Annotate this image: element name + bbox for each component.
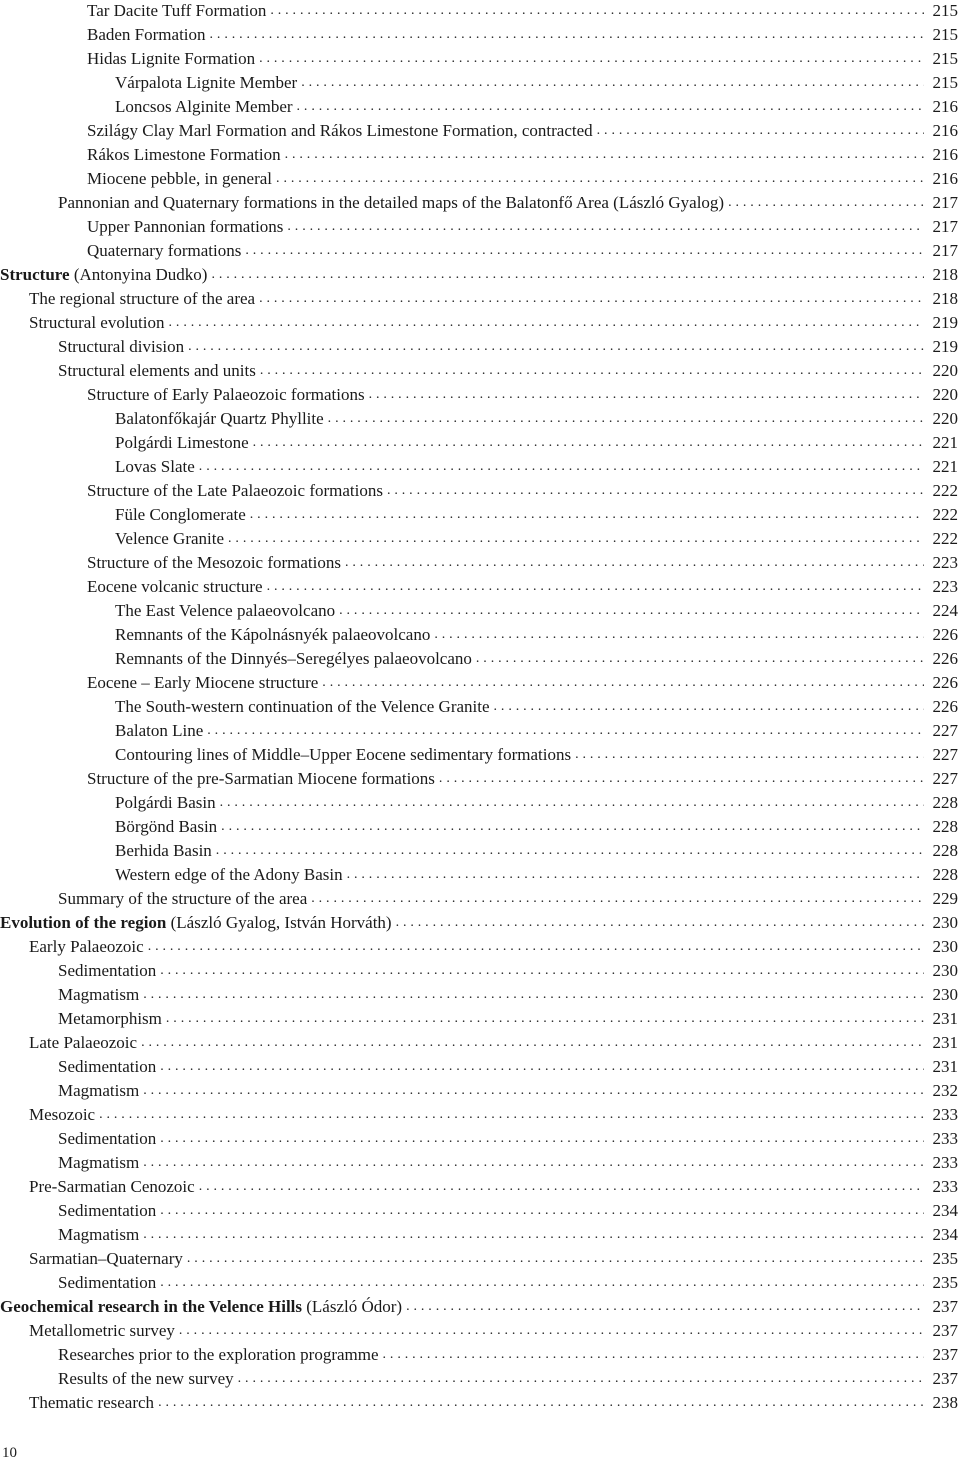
- toc-entry-title: Structural elements and units: [58, 361, 256, 380]
- toc-entry: [0, 263, 960, 287]
- toc-entry: [0, 23, 960, 47]
- toc-section-authors: (Antonyina Dudko): [69, 265, 208, 284]
- dot-leader: [259, 287, 924, 311]
- toc-section-heading: Structure: [0, 265, 70, 284]
- toc-page-number: 226: [932, 649, 958, 668]
- toc-page-number: 237: [932, 1321, 958, 1340]
- dot-leader: [211, 263, 924, 287]
- toc-entry: [0, 719, 960, 743]
- dot-leader: [160, 1055, 924, 1079]
- toc-entry-title: [0, 263, 207, 287]
- toc-page-number: 217: [932, 217, 958, 236]
- toc-entry-title: Contouring lines of Middle–Upper Eocene sedimentary formations: [115, 745, 572, 764]
- toc-page-number: 220: [932, 361, 958, 380]
- dot-leader: [575, 743, 924, 767]
- dot-leader: [276, 167, 924, 191]
- toc-entry-title: Structural evolution: [29, 313, 165, 332]
- toc-entry-title: Remnants of the Dinnyés–Seregélyes palaeovolcano: [115, 649, 472, 668]
- toc-entry-title: Pannonian and Quaternary formations in the detailed maps of the Balatonfő Area (László Gyalog): [58, 193, 725, 212]
- toc-entry: [0, 167, 960, 191]
- toc-entry-title: Summary of the structure of the area: [58, 889, 308, 908]
- toc-page-number: 216: [932, 121, 958, 140]
- dot-leader: [245, 239, 924, 263]
- dot-leader: [387, 479, 924, 503]
- dot-leader: [143, 1223, 924, 1247]
- toc-page-number: 215: [932, 73, 958, 92]
- dot-leader: [597, 119, 924, 143]
- toc-entry-title: Structure of the pre-Sarmatian Miocene formations: [87, 769, 435, 788]
- toc-entry-title: Structural division: [58, 337, 185, 356]
- toc-page-number: 222: [932, 505, 958, 524]
- toc-page-number: 227: [932, 721, 958, 740]
- toc-entry: [0, 311, 960, 335]
- toc-entry: [0, 1223, 960, 1247]
- toc-page-number: 223: [932, 577, 958, 596]
- dot-leader: [160, 1127, 924, 1151]
- toc-entry-title: Magmatism: [58, 1081, 140, 1100]
- dot-leader: [369, 383, 924, 407]
- toc-entry: [0, 407, 960, 431]
- dot-leader: [267, 575, 924, 599]
- toc-entry: [0, 695, 960, 719]
- toc-entry: [0, 647, 960, 671]
- toc-entry: [0, 527, 960, 551]
- toc-page-number: 233: [932, 1153, 958, 1172]
- toc-page-number: 215: [932, 49, 958, 68]
- toc-page-number: 234: [932, 1201, 958, 1220]
- toc-page-number: 233: [932, 1105, 958, 1124]
- toc-section-heading: Evolution of the region: [0, 913, 167, 932]
- toc-entry-title: Füle Conglomerate: [115, 505, 246, 524]
- toc-entry: [0, 0, 960, 23]
- toc-entry-title: Berhida Basin: [115, 841, 212, 860]
- toc-entry: [0, 1175, 960, 1199]
- toc-entry: [0, 599, 960, 623]
- dot-leader: [260, 359, 924, 383]
- toc-entry: [0, 239, 960, 263]
- dot-leader: [439, 767, 924, 791]
- toc-page-number: 228: [932, 793, 958, 812]
- toc-entry-title: Várpalota Lignite Member: [115, 73, 298, 92]
- toc-page-number: 219: [932, 313, 958, 332]
- dot-leader: [199, 1175, 924, 1199]
- toc-entry-title: Polgárdi Limestone: [115, 433, 249, 452]
- toc-entry: [0, 935, 960, 959]
- toc-page-number: 226: [932, 697, 958, 716]
- toc-entry: [0, 1199, 960, 1223]
- dot-leader: [187, 1247, 924, 1271]
- toc-entry-title: Metamorphism: [58, 1009, 162, 1028]
- toc-page-number: 237: [932, 1345, 958, 1364]
- toc-entry: [0, 911, 960, 935]
- toc-entry: [0, 575, 960, 599]
- toc-entry: [0, 1103, 960, 1127]
- toc-page-number: 233: [932, 1177, 958, 1196]
- dot-leader: [158, 1391, 924, 1415]
- toc-entry-title: Magmatism: [58, 1153, 140, 1172]
- dot-leader: [476, 647, 924, 671]
- dot-leader: [143, 1079, 924, 1103]
- dot-leader: [322, 671, 924, 695]
- dot-leader: [99, 1103, 924, 1127]
- dot-leader: [160, 959, 924, 983]
- toc-entry: [0, 191, 960, 215]
- toc-page-number: 237: [932, 1369, 958, 1388]
- toc-entry-title: Sedimentation: [58, 1273, 157, 1292]
- toc-entry: [0, 215, 960, 239]
- toc-entry: [0, 1151, 960, 1175]
- toc-entry-title: Miocene pebble, in general: [87, 169, 273, 188]
- dot-leader: [141, 1031, 924, 1055]
- dot-leader: [160, 1271, 924, 1295]
- toc-page-number: 222: [932, 481, 958, 500]
- toc-entry: [0, 503, 960, 527]
- toc-entry-title: Velence Granite: [115, 529, 225, 548]
- toc-entry: [0, 119, 960, 143]
- dot-leader: [250, 503, 924, 527]
- toc-entry: [0, 1391, 960, 1415]
- dot-leader: [287, 215, 924, 239]
- toc-page-number: 230: [932, 913, 958, 932]
- toc-entry-title: Structure of the Mesozoic formations: [87, 553, 341, 572]
- toc-page-number: 215: [932, 25, 958, 44]
- dot-leader: [347, 863, 924, 887]
- toc-entry-title: The East Velence palaeovolcano: [115, 601, 336, 620]
- toc-page-number: 216: [932, 145, 958, 164]
- toc-entry: [0, 71, 960, 95]
- dot-leader: [148, 935, 924, 959]
- dot-leader: [210, 23, 924, 47]
- toc-entry: [0, 1055, 960, 1079]
- toc-entry-title: Remnants of the Kápolnásnyék palaeovolcano: [115, 625, 431, 644]
- dot-leader: [238, 1367, 924, 1391]
- toc-entry-title: Balatonfőkajár Quartz Phyllite: [115, 409, 324, 428]
- toc-entry: [0, 959, 960, 983]
- toc-entry: [0, 1271, 960, 1295]
- dot-leader: [207, 719, 924, 743]
- toc-entry: [0, 1367, 960, 1391]
- toc-entry-title: Rákos Limestone Formation: [87, 145, 281, 164]
- dot-leader: [434, 623, 924, 647]
- toc-page-number: 217: [932, 193, 958, 212]
- toc-entry: [0, 767, 960, 791]
- toc-entry: [0, 1319, 960, 1343]
- toc-entry: [0, 791, 960, 815]
- dot-leader: [169, 311, 924, 335]
- toc-entry-title: Baden Formation: [87, 25, 206, 44]
- dot-leader: [396, 911, 924, 935]
- toc-page-number: 235: [932, 1249, 958, 1268]
- toc-page-number: 227: [932, 745, 958, 764]
- toc-entry: [0, 1007, 960, 1031]
- toc-entry: [0, 455, 960, 479]
- toc-entry-title: Late Palaeozoic: [29, 1033, 138, 1052]
- toc-page-number: 230: [932, 985, 958, 1004]
- toc-page-number: 226: [932, 625, 958, 644]
- toc-page-number: 220: [932, 409, 958, 428]
- toc-page-number: 231: [932, 1009, 958, 1028]
- dot-leader: [339, 599, 924, 623]
- toc-page-number: 226: [932, 673, 958, 692]
- toc-entry-title: Polgárdi Basin: [115, 793, 216, 812]
- toc-entry: [0, 1079, 960, 1103]
- toc-entry: [0, 1343, 960, 1367]
- toc-page-number: 231: [932, 1057, 958, 1076]
- toc-page-number: 231: [932, 1033, 958, 1052]
- toc-entry-title: Szilágy Clay Marl Formation and Rákos Limestone Formation, contracted: [87, 121, 593, 140]
- toc-entry-title: The regional structure of the area: [29, 289, 256, 308]
- toc-entry-title: [0, 1295, 402, 1319]
- toc-entry-title: Thematic research: [29, 1393, 155, 1412]
- toc-entry-title: Magmatism: [58, 1225, 140, 1244]
- toc-entry-title: Magmatism: [58, 985, 140, 1004]
- toc-entry: [0, 743, 960, 767]
- toc-page-number: 230: [932, 937, 958, 956]
- dot-leader: [728, 191, 924, 215]
- dot-leader: [216, 839, 924, 863]
- toc-entry-title: Sedimentation: [58, 1129, 157, 1148]
- toc-entry-title: Börgönd Basin: [115, 817, 218, 836]
- toc-page-number: 237: [932, 1297, 958, 1316]
- toc-page-number: 220: [932, 385, 958, 404]
- toc-page-number: 229: [932, 889, 958, 908]
- dot-leader: [285, 143, 924, 167]
- toc-entry-title: Loncsos Alginite Member: [115, 97, 293, 116]
- toc-entry-title: Eocene – Early Miocene structure: [87, 673, 319, 692]
- dot-leader: [383, 1343, 924, 1367]
- toc-entry-title: Mesozoic: [29, 1105, 96, 1124]
- toc-entry: [0, 479, 960, 503]
- toc-entry: [0, 983, 960, 1007]
- toc-entry-title: Lovas Slate: [115, 457, 195, 476]
- toc-entry: [0, 1295, 960, 1319]
- toc-page-number: 218: [932, 289, 958, 308]
- toc-page-number: 227: [932, 769, 958, 788]
- toc-entry-title: Quaternary formations: [87, 241, 242, 260]
- toc-page-number: 216: [932, 97, 958, 116]
- toc-page-number: 223: [932, 553, 958, 572]
- toc-entry-title: Early Palaeozoic: [29, 937, 144, 956]
- toc-entry: [0, 671, 960, 695]
- toc-entry: [0, 1127, 960, 1151]
- toc-entry-title: Pre-Sarmatian Cenozoic: [29, 1177, 195, 1196]
- dot-leader: [494, 695, 924, 719]
- dot-leader: [179, 1319, 924, 1343]
- toc-entry: [0, 1247, 960, 1271]
- toc-page-number: 219: [932, 337, 958, 356]
- dot-leader: [221, 815, 924, 839]
- toc-entry: [0, 839, 960, 863]
- toc-entry-title: Hidas Lignite Formation: [87, 49, 256, 68]
- dot-leader: [166, 1007, 924, 1031]
- dot-leader: [311, 887, 924, 911]
- toc-page-number: 221: [932, 457, 958, 476]
- dot-leader: [297, 95, 924, 119]
- toc-page-number: 224: [932, 601, 958, 620]
- toc-entry-title: Eocene volcanic structure: [87, 577, 263, 596]
- toc-entry: [0, 47, 960, 71]
- dot-leader: [406, 1295, 924, 1319]
- toc-section-heading: Geochemical research in the Velence Hills: [0, 1297, 303, 1316]
- toc-page-number: 238: [932, 1393, 958, 1412]
- toc-entry-title: Balaton Line: [115, 721, 204, 740]
- page-number: 10: [2, 1445, 17, 1461]
- dot-leader: [345, 551, 924, 575]
- dot-leader: [253, 431, 924, 455]
- toc-entry: [0, 863, 960, 887]
- toc-entry: [0, 287, 960, 311]
- dot-leader: [199, 455, 924, 479]
- toc-entry: [0, 623, 960, 647]
- toc-entry-title: Structure of Early Palaeozoic formations: [87, 385, 365, 404]
- dot-leader: [160, 1199, 924, 1223]
- toc-entry: [0, 143, 960, 167]
- toc-page-number: 233: [932, 1129, 958, 1148]
- toc-page-number: 232: [932, 1081, 958, 1100]
- toc-entry-title: Results of the new survey: [58, 1369, 234, 1388]
- toc-entry: [0, 551, 960, 575]
- toc-entry: [0, 95, 960, 119]
- toc-page-number: 234: [932, 1225, 958, 1244]
- toc-entry-title: Researches prior to the exploration programme: [58, 1345, 379, 1364]
- toc-entry-title: [0, 911, 392, 935]
- dot-leader: [328, 407, 924, 431]
- toc-page-number: 222: [932, 529, 958, 548]
- dot-leader: [228, 527, 924, 551]
- toc-entry-title: Sedimentation: [58, 1201, 157, 1220]
- dot-leader: [259, 47, 924, 71]
- toc-entry: [0, 887, 960, 911]
- toc-entry-title: Sedimentation: [58, 961, 157, 980]
- toc-page-number: 217: [932, 241, 958, 260]
- dot-leader: [301, 71, 924, 95]
- toc-page-number: 228: [932, 817, 958, 836]
- toc-page-number: 228: [932, 841, 958, 860]
- toc-section-authors: (László Gyalog, István Horváth): [166, 913, 392, 932]
- toc-section-authors: (László Ódor): [302, 1297, 403, 1316]
- toc-entry-title: Metallometric survey: [29, 1321, 175, 1340]
- toc-entry-title: Sedimentation: [58, 1057, 157, 1076]
- toc-entry-title: Western edge of the Adony Basin: [115, 865, 343, 884]
- toc-page-number: 221: [932, 433, 958, 452]
- toc-page-number: 218: [932, 265, 958, 284]
- toc-entry-title: Tar Dacite Tuff Formation: [87, 1, 267, 20]
- dot-leader: [143, 983, 924, 1007]
- dot-leader: [143, 1151, 924, 1175]
- toc-page-number: 228: [932, 865, 958, 884]
- toc-entry-title: Sarmatian–Quaternary: [29, 1249, 183, 1268]
- toc-page-number: 215: [932, 1, 958, 20]
- toc-page-number: 230: [932, 961, 958, 980]
- toc-page-number: 216: [932, 169, 958, 188]
- dot-leader: [188, 335, 924, 359]
- toc-entry: [0, 815, 960, 839]
- toc-entry: [0, 359, 960, 383]
- toc-entry-title: Structure of the Late Palaeozoic formations: [87, 481, 383, 500]
- toc-entry-title: Upper Pannonian formations: [87, 217, 284, 236]
- dot-leader: [220, 791, 924, 815]
- toc-entry: [0, 1031, 960, 1055]
- toc-entry: [0, 383, 960, 407]
- dot-leader: [270, 0, 924, 23]
- toc-page-number: 235: [932, 1273, 958, 1292]
- toc-entry: [0, 335, 960, 359]
- toc-entry: [0, 431, 960, 455]
- toc-entry-title: The South-western continuation of the Velence Granite: [115, 697, 490, 716]
